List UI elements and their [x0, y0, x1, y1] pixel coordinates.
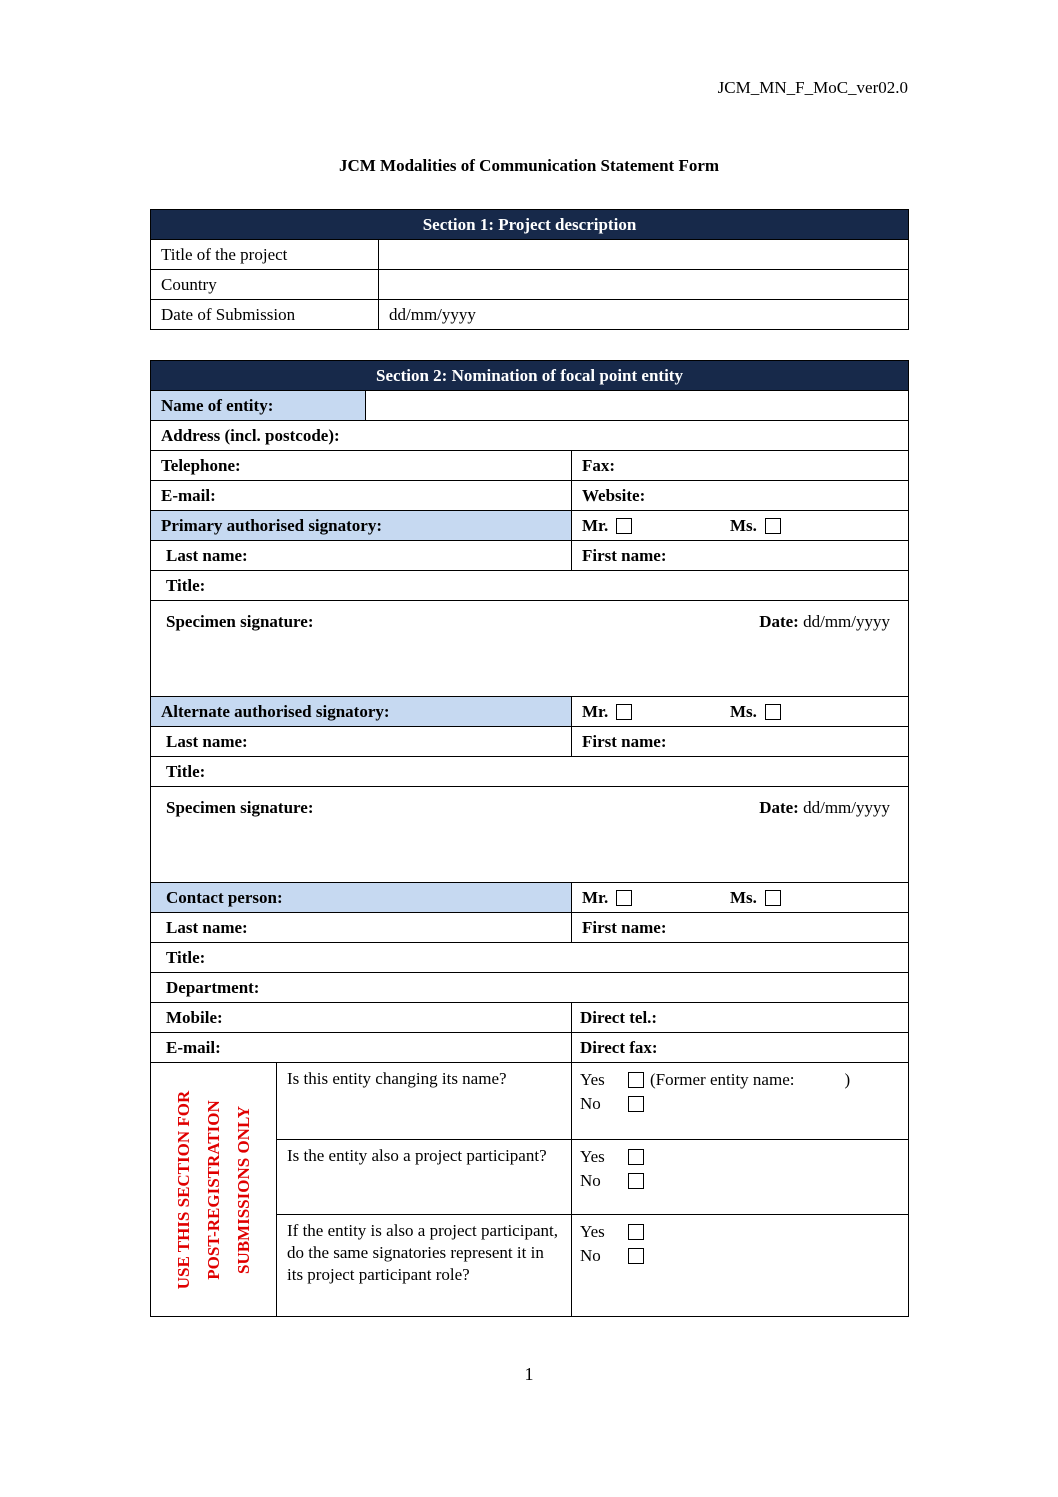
- alternate-signature-box[interactable]: [151, 787, 909, 883]
- primary-last-name-field[interactable]: Last name:: [151, 541, 572, 571]
- submission-date-label: Date of Submission: [151, 300, 379, 330]
- primary-ms-checkbox[interactable]: [765, 518, 781, 534]
- alternate-mr-label: Mr.: [582, 701, 609, 721]
- section1-header: Section 1: Project description: [151, 210, 909, 240]
- section2-header: Section 2: Nomination of focal point entity: [151, 361, 909, 391]
- contact-title-field[interactable]: Title:: [151, 943, 909, 973]
- name-change-no-label: No: [580, 1094, 601, 1113]
- primary-signature-label: Specimen signature:: [166, 612, 314, 631]
- contact-department-field[interactable]: Department:: [151, 973, 909, 1003]
- entity-name-field[interactable]: [366, 391, 909, 421]
- contact-person-label: Contact person:: [151, 883, 572, 913]
- project-title-label: Title of the project: [151, 240, 379, 270]
- former-entity-name-label: (Former entity name:: [650, 1070, 795, 1089]
- alternate-mr-checkbox[interactable]: [616, 704, 632, 720]
- primary-date-value[interactable]: dd/mm/yyyy: [803, 612, 890, 631]
- primary-mr-label: Mr.: [582, 515, 609, 535]
- participant-no-checkbox[interactable]: [628, 1173, 644, 1189]
- contact-mr-checkbox[interactable]: [616, 890, 632, 906]
- submission-date-field[interactable]: dd/mm/yyyy: [379, 300, 909, 330]
- alternate-signatory-label: Alternate authorised signatory:: [151, 697, 572, 727]
- section2-table: [150, 360, 909, 1317]
- signatories-yes-label: Yes: [580, 1222, 605, 1241]
- alternate-signature-label: Specimen signature:: [166, 798, 314, 817]
- primary-title-field[interactable]: Title:: [151, 571, 909, 601]
- primary-salutation: [572, 511, 909, 541]
- participant-no-label: No: [580, 1171, 601, 1190]
- answer-same-signatories: [572, 1215, 909, 1317]
- project-title-field[interactable]: [379, 240, 909, 270]
- contact-email-field[interactable]: E-mail:: [151, 1033, 572, 1063]
- alternate-date-label: Date:: [759, 798, 799, 817]
- fax-field[interactable]: Fax:: [572, 451, 909, 481]
- page-title: JCM Modalities of Communication Statement Form: [338, 156, 720, 175]
- signatories-no-label: No: [580, 1246, 601, 1265]
- contact-salutation: [572, 883, 909, 913]
- country-field[interactable]: [379, 270, 909, 300]
- contact-mr-label: Mr.: [582, 887, 609, 907]
- alternate-salutation: [572, 697, 909, 727]
- alternate-ms-checkbox[interactable]: [765, 704, 781, 720]
- question-same-signatories: If the entity is also a project participant, do the same signatories represent it in its project participant role?: [277, 1215, 572, 1317]
- question-project-participant: Is the entity also a project participant?: [277, 1140, 572, 1215]
- contact-ms-label: Ms.: [730, 887, 757, 907]
- primary-signature-box[interactable]: [151, 601, 909, 697]
- alternate-title-field[interactable]: Title:: [151, 757, 909, 787]
- post-registration-note: [169, 1090, 259, 1289]
- note-line-2: POST-REGISTRATION: [203, 1099, 223, 1280]
- contact-first-name-field[interactable]: First name:: [572, 913, 909, 943]
- primary-first-name-field[interactable]: First name:: [572, 541, 909, 571]
- primary-signatory-label: Primary authorised signatory:: [151, 511, 572, 541]
- telephone-field[interactable]: Telephone:: [151, 451, 572, 481]
- question-name-change: Is this entity changing its name?: [277, 1063, 572, 1140]
- country-label: Country: [151, 270, 379, 300]
- entity-name-label: Name of entity:: [151, 391, 366, 421]
- address-field[interactable]: Address (incl. postcode):: [151, 421, 909, 451]
- participant-yes-label: Yes: [580, 1147, 605, 1166]
- primary-ms-label: Ms.: [730, 515, 757, 535]
- contact-direct-tel-field[interactable]: Direct tel.:: [572, 1003, 909, 1033]
- contact-last-name-field[interactable]: Last name:: [151, 913, 572, 943]
- alternate-first-name-field[interactable]: First name:: [572, 727, 909, 757]
- name-change-no-checkbox[interactable]: [628, 1096, 644, 1112]
- signatories-no-checkbox[interactable]: [628, 1248, 644, 1264]
- email-field[interactable]: E-mail:: [151, 481, 572, 511]
- name-change-yes-label: Yes: [580, 1070, 605, 1089]
- former-entity-name-close: ): [844, 1070, 851, 1089]
- contact-mobile-field[interactable]: Mobile:: [151, 1003, 572, 1033]
- answer-project-participant: [572, 1140, 909, 1215]
- website-field[interactable]: Website:: [572, 481, 909, 511]
- alternate-ms-label: Ms.: [730, 701, 757, 721]
- primary-date-label: Date:: [759, 612, 799, 631]
- signatories-yes-checkbox[interactable]: [628, 1224, 644, 1240]
- alternate-date-value[interactable]: dd/mm/yyyy: [803, 798, 890, 817]
- name-change-yes-checkbox[interactable]: [628, 1072, 644, 1088]
- alternate-last-name-field[interactable]: Last name:: [151, 727, 572, 757]
- answer-name-change: [572, 1063, 909, 1140]
- section1-table: [150, 209, 909, 330]
- contact-direct-fax-field[interactable]: Direct fax:: [572, 1033, 909, 1063]
- primary-mr-checkbox[interactable]: [616, 518, 632, 534]
- note-line-3: SUBMISSIONS ONLY: [233, 1105, 253, 1274]
- post-registration-note-cell: [151, 1063, 277, 1317]
- note-line-1: USE THIS SECTION FOR: [173, 1090, 193, 1289]
- contact-ms-checkbox[interactable]: [765, 890, 781, 906]
- document-id: JCM_MN_F_MoC_ver02.0: [717, 78, 908, 97]
- page-number: 1: [524, 1364, 534, 1384]
- participant-yes-checkbox[interactable]: [628, 1149, 644, 1165]
